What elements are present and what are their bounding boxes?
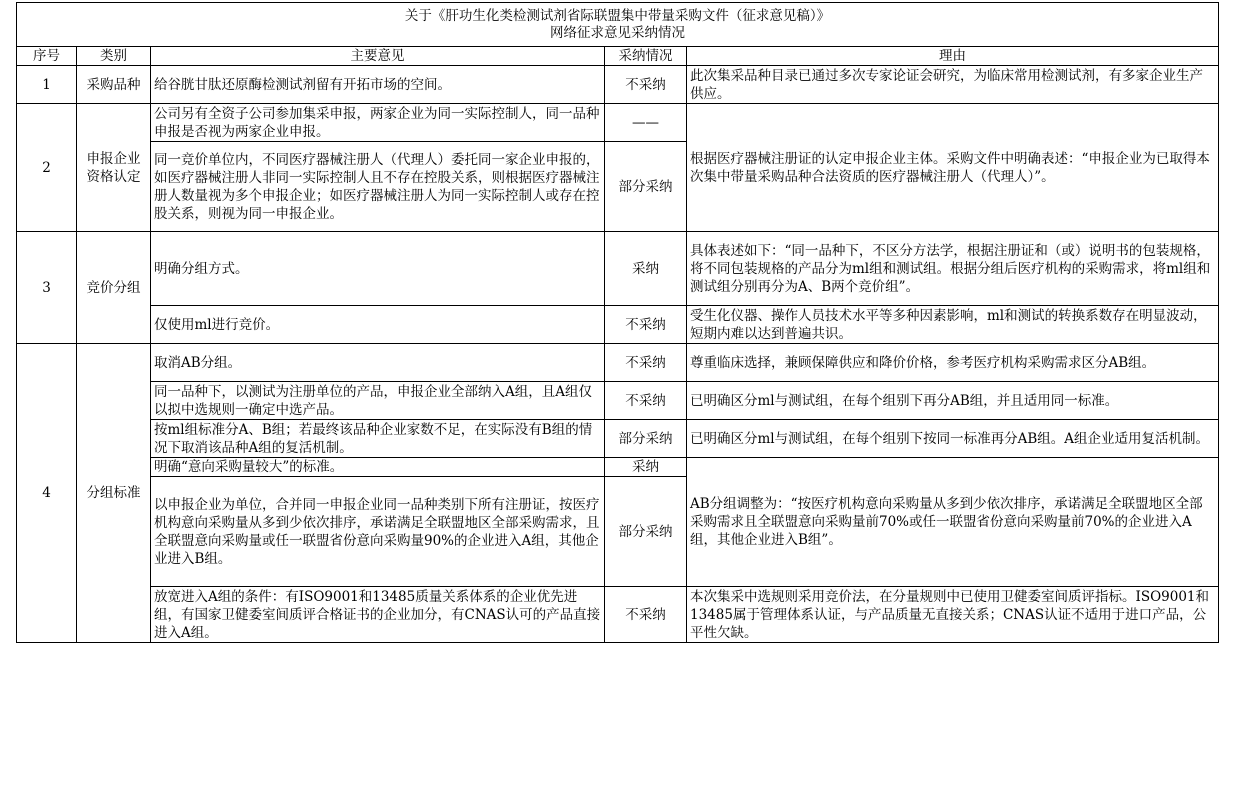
header-reason: 理由	[687, 47, 1219, 66]
opinion-cell: 明确“意向采购量较大”的标准。	[151, 458, 605, 477]
row-category: 采购品种	[77, 66, 151, 104]
table-row	[17, 420, 1219, 458]
opinion-cell: 仅使用ml进行竞价。	[151, 306, 605, 344]
title-line-1: 关于《肝功生化类检测试剂省际联盟集中带量采购文件（征求意见稿）》	[404, 7, 831, 24]
status-cell: 不采纳	[605, 587, 687, 643]
opinion-cell: 给谷胱甘肽还原酶检测试剂留有开拓市场的空间。	[151, 66, 605, 104]
reason-cell: 具体表述如下：“同一品种下，不区分方法学，根据注册证和（或）说明书的包装规格，将不同包装规格的产品分为ml组和测试组。根据分组后医疗机构的采购需求，将ml组和测试组分别再分为A、B两个竞价组”。	[687, 232, 1219, 306]
title-line-2: 网络征求意见采纳情况	[550, 24, 685, 41]
row-number: 1	[17, 66, 77, 104]
table-row	[17, 587, 1219, 643]
opinion-cell: 以申报企业为单位，合并同一申报企业同一品种类别下所有注册证，按医疗机构意向采购量从多到少依次排序，承诺满足全联盟地区全部采购需求，且全联盟意向采购量或任一联盟省份意向采购量90%的企业进入A组，其他企业进入B组。	[151, 477, 605, 587]
table-row	[17, 458, 1219, 477]
header-status: 采纳情况	[605, 47, 687, 66]
status-cell: 不采纳	[605, 344, 687, 382]
status-cell: 部分采纳	[605, 477, 687, 587]
header-no: 序号	[17, 47, 77, 66]
opinion-cell: 明确分组方式。	[151, 232, 605, 306]
opinion-cell: 放宽进入A组的条件：有ISO9001和13485质量关系体系的企业优先进组，有国家卫健委室间质评合格证书的企业加分，有CNAS认可的产品直接进入A组。	[151, 587, 605, 643]
table-row	[17, 232, 1219, 306]
opinion-cell: 同一竞价单位内，不同医疗器械注册人（代理人）委托同一家企业申报的，如医疗器械注册人非同一实际控制人且不存在控股关系，则根据医疗器械注册人数量视为多个申报企业；如医疗器械注册人为同一实际控制人或存在控股关系，则视为同一申报企业。	[151, 142, 605, 232]
header-opinion: 主要意见	[151, 47, 605, 66]
table-row	[17, 104, 1219, 142]
status-cell: 采纳	[605, 232, 687, 306]
reason-cell: 受生化仪器、操作人员技术水平等多种因素影响，ml和测试的转换系数存在明显波动，短期内难以达到普遍共识。	[687, 306, 1219, 344]
row-number: 4	[17, 344, 77, 643]
reason-cell: 已明确区分ml与测试组，在每个组别下再分AB组，并且适用同一标准。	[687, 382, 1219, 420]
table-row	[17, 382, 1219, 420]
header-category: 类别	[77, 47, 151, 66]
reason-cell: AB分组调整为：“按医疗机构意向采购量从多到少依次排序，承诺满足全联盟地区全部采购需求且全联盟意向采购量前70%或任一联盟省份意向采购量前70%的企业进入A组，其他企业进入B组”。	[687, 458, 1219, 587]
opinion-cell: 公司另有全资子公司参加集采申报，两家企业为同一实际控制人，同一品种申报是否视为两家企业申报。	[151, 104, 605, 142]
row-number: 3	[17, 232, 77, 344]
status-cell: 采纳	[605, 458, 687, 477]
table-row	[17, 344, 1219, 382]
status-cell: 不采纳	[605, 382, 687, 420]
row-number: 2	[17, 104, 77, 232]
row-category: 竞价分组	[77, 232, 151, 344]
status-cell: 不采纳	[605, 306, 687, 344]
table-row	[17, 306, 1219, 344]
row-category: 申报企业资格认定	[77, 104, 151, 232]
reason-cell: 本次集采中选规则采用竞价法，在分量规则中已使用卫健委室间质评指标。ISO9001和13485属于管理体系认证，与产品质量无直接关系；CNAS认证不适用于进口产品，公平性欠缺。	[687, 587, 1219, 643]
reason-cell: 已明确区分ml与测试组，在每个组别下按同一标准再分AB组。A组企业适用复活机制。	[687, 420, 1219, 458]
status-cell: 部分采纳	[605, 420, 687, 458]
opinion-cell: 按ml组标准分A、B组；若最终该品种企业家数不足，在实际没有B组的情况下取消该品种A组的复活机制。	[151, 420, 605, 458]
opinion-cell: 同一品种下，以测试为注册单位的产品，申报企业全部纳入A组，且A组仅以拟中选规则一确定中选产品。	[151, 382, 605, 420]
row-category: 分组标准	[77, 344, 151, 643]
opinion-cell: 取消AB分组。	[151, 344, 605, 382]
table-title	[17, 3, 1219, 47]
status-cell: ——	[605, 104, 687, 142]
table-row	[17, 66, 1219, 104]
opinion-table	[16, 2, 1219, 643]
status-cell: 不采纳	[605, 66, 687, 104]
reason-cell: 根据医疗器械注册证的认定申报企业主体。采购文件中明确表述：“申报企业为已取得本次集中带量采购品种合法资质的医疗器械注册人（代理人）”。	[687, 104, 1219, 232]
reason-cell: 此次集采品种目录已通过多次专家论证会研究，为临床常用检测试剂，有多家企业生产供应。	[687, 66, 1219, 104]
reason-cell: 尊重临床选择，兼顾保障供应和降价价格，参考医疗机构采购需求区分AB组。	[687, 344, 1219, 382]
status-cell: 部分采纳	[605, 142, 687, 232]
